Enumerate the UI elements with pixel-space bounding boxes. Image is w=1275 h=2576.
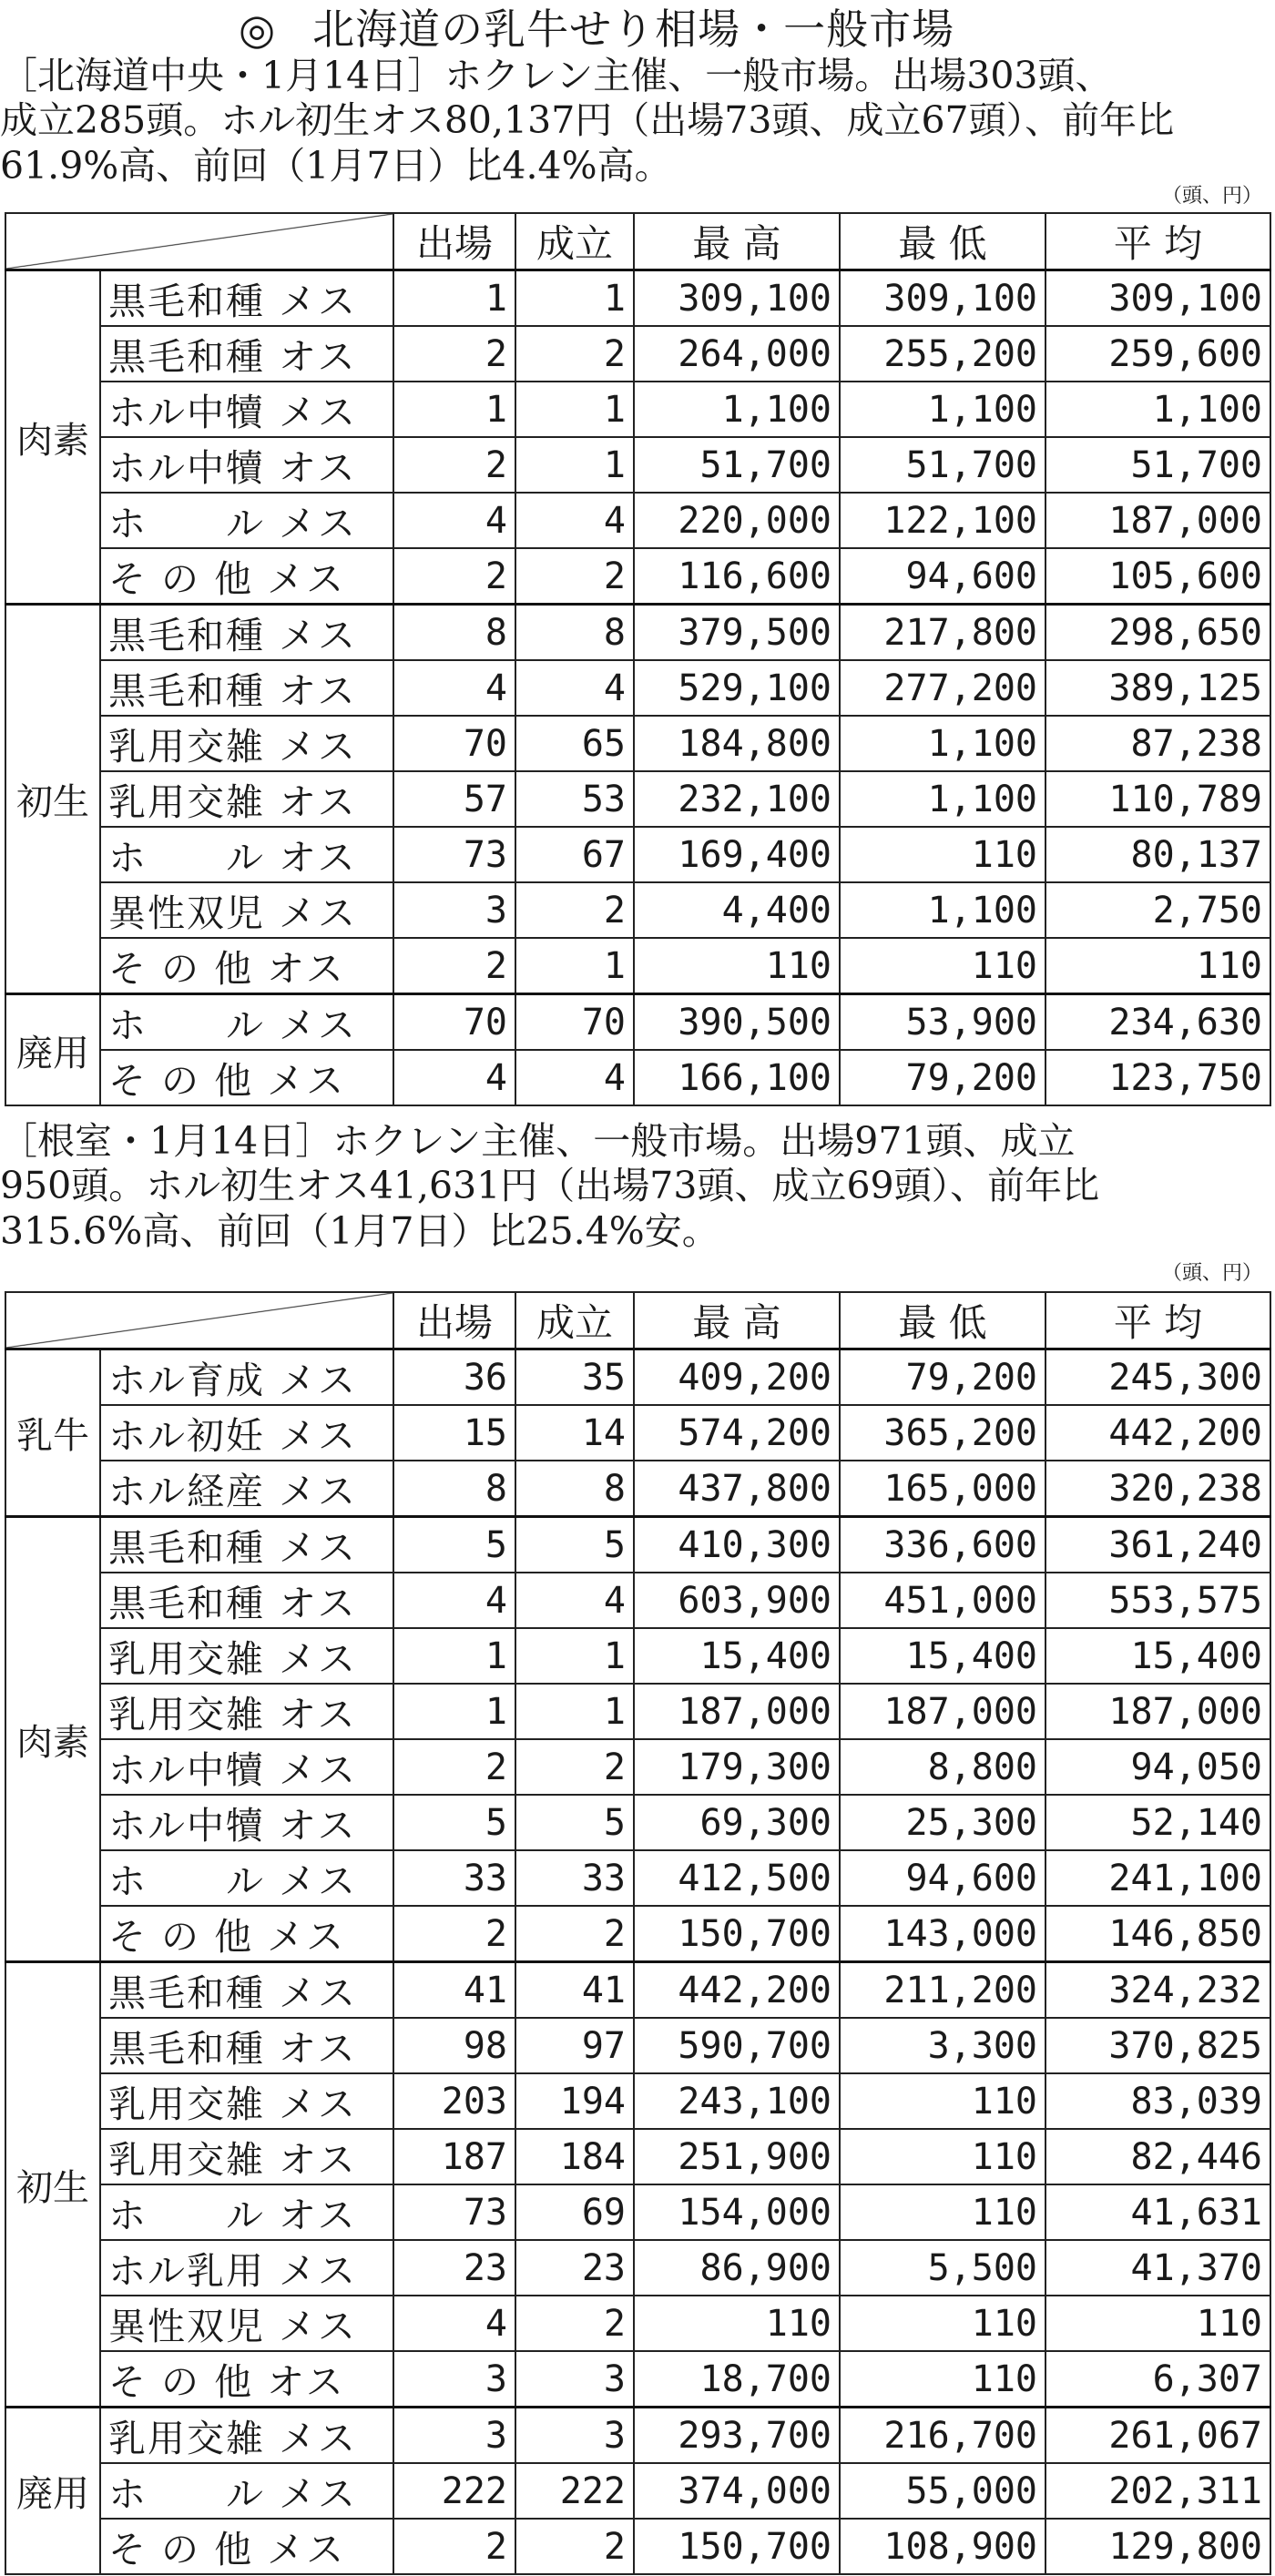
average-price-cell: 553,575 (1046, 1573, 1270, 1628)
sold-count-cell: 3 (515, 2351, 634, 2408)
sold-count-cell: 4 (515, 1573, 634, 1628)
group-label: 初生 (5, 1962, 100, 2408)
high-price-cell: 374,000 (634, 2463, 840, 2519)
cattle-type-cell: ホル中犢 オス (100, 1795, 393, 1850)
low-price-cell: 1,100 (840, 382, 1046, 437)
high-price-cell: 437,800 (634, 1461, 840, 1517)
sold-count-cell: 194 (515, 2073, 634, 2129)
cattle-type-cell: 異性双児 メス (100, 882, 393, 938)
table-row (5, 771, 1270, 827)
low-price-cell: 277,200 (840, 660, 1046, 716)
table-row (5, 1628, 1270, 1684)
header-sold: 成立 (515, 213, 634, 270)
table-row (5, 2018, 1270, 2073)
listed-count-cell: 2 (393, 1906, 515, 1962)
cattle-type-cell: 黒毛和種 オス (100, 326, 393, 382)
table-corner-cell (5, 1292, 393, 1349)
sold-count-cell: 2 (515, 1739, 634, 1795)
cattle-type-cell: ホ ル オス (100, 2184, 393, 2240)
high-price-cell: 264,000 (634, 326, 840, 382)
cattle-type-cell: そ の 他 オス (100, 938, 393, 994)
sold-count-cell: 1 (515, 382, 634, 437)
average-price-cell: 129,800 (1046, 2519, 1270, 2574)
average-price-cell: 15,400 (1046, 1628, 1270, 1684)
low-price-cell: 8,800 (840, 1739, 1046, 1795)
listed-count-cell: 4 (393, 660, 515, 716)
group-label: 初生 (5, 605, 100, 994)
average-price-cell: 187,000 (1046, 493, 1270, 548)
listed-count-cell: 73 (393, 2184, 515, 2240)
cattle-type-cell: そ の 他 オス (100, 2351, 393, 2408)
listed-count-cell: 23 (393, 2240, 515, 2296)
sold-count-cell: 4 (515, 660, 634, 716)
high-price-cell: 574,200 (634, 1405, 840, 1461)
average-price-cell: 389,125 (1046, 660, 1270, 716)
low-price-cell: 55,000 (840, 2463, 1046, 2519)
group-label: 肉素 (5, 270, 100, 605)
listed-count-cell: 3 (393, 882, 515, 938)
high-price-cell: 51,700 (634, 437, 840, 493)
high-price-cell: 110 (634, 938, 840, 994)
section-1-intro-line-2: 成立285頭。ホル初生オス80,137円（出場73頭、成立67頭）、前年比 (0, 98, 1175, 142)
cattle-type-cell: そ の 他 メス (100, 2519, 393, 2574)
table-header-row (5, 213, 1270, 270)
listed-count-cell: 5 (393, 1517, 515, 1573)
high-price-cell: 390,500 (634, 994, 840, 1051)
table-row (5, 326, 1270, 382)
listed-count-cell: 33 (393, 1850, 515, 1906)
table-row (5, 2073, 1270, 2129)
average-price-cell: 83,039 (1046, 2073, 1270, 2129)
high-price-cell: 442,200 (634, 1962, 840, 2019)
cattle-type-cell: 異性双児 メス (100, 2296, 393, 2351)
sold-count-cell: 5 (515, 1517, 634, 1573)
high-price-cell: 69,300 (634, 1795, 840, 1850)
table-row (5, 2184, 1270, 2240)
low-price-cell: 110 (840, 2073, 1046, 2129)
cattle-type-cell: ホル乳用 メス (100, 2240, 393, 2296)
high-price-cell: 110 (634, 2296, 840, 2351)
listed-count-cell: 57 (393, 771, 515, 827)
page-title (0, 5, 1275, 53)
listed-count-cell: 2 (393, 548, 515, 605)
table-row (5, 1684, 1270, 1739)
average-price-cell: 82,446 (1046, 2129, 1270, 2184)
high-price-cell: 220,000 (634, 493, 840, 548)
average-price-cell: 105,600 (1046, 548, 1270, 605)
low-price-cell: 1,100 (840, 716, 1046, 771)
header-high: 最 高 (634, 1292, 840, 1349)
low-price-cell: 110 (840, 2351, 1046, 2408)
low-price-cell: 110 (840, 938, 1046, 994)
low-price-cell: 336,600 (840, 1517, 1046, 1573)
low-price-cell: 309,100 (840, 270, 1046, 327)
average-price-cell: 51,700 (1046, 437, 1270, 493)
high-price-cell: 15,400 (634, 1628, 840, 1684)
cattle-type-cell: 黒毛和種 メス (100, 1962, 393, 2019)
high-price-cell: 4,400 (634, 882, 840, 938)
listed-count-cell: 70 (393, 716, 515, 771)
cattle-type-cell: そ の 他 メス (100, 1906, 393, 1962)
average-price-cell: 320,238 (1046, 1461, 1270, 1517)
high-price-cell: 179,300 (634, 1739, 840, 1795)
listed-count-cell: 98 (393, 2018, 515, 2073)
average-price-cell: 309,100 (1046, 270, 1270, 327)
low-price-cell: 15,400 (840, 1628, 1046, 1684)
average-price-cell: 361,240 (1046, 1517, 1270, 1573)
listed-count-cell: 1 (393, 382, 515, 437)
cattle-type-cell: 黒毛和種 オス (100, 660, 393, 716)
cattle-type-cell: そ の 他 メス (100, 548, 393, 605)
sold-count-cell: 184 (515, 2129, 634, 2184)
low-price-cell: 1,100 (840, 882, 1046, 938)
cattle-type-cell: ホル中犢 オス (100, 437, 393, 493)
header-low: 最 低 (840, 1292, 1046, 1349)
table-row (5, 548, 1270, 605)
header-listed: 出場 (393, 213, 515, 270)
sold-count-cell: 2 (515, 326, 634, 382)
table-row (5, 660, 1270, 716)
section-2-price-table (5, 1291, 1271, 2575)
high-price-cell: 379,500 (634, 605, 840, 661)
section-2-intro-line-3: 315.6%高、前回（1月7日）比25.4%安。 (0, 1209, 719, 1253)
listed-count-cell: 4 (393, 493, 515, 548)
sold-count-cell: 1 (515, 437, 634, 493)
sold-count-cell: 2 (515, 2296, 634, 2351)
table-corner-cell (5, 213, 393, 270)
table-row (5, 1962, 1270, 2019)
low-price-cell: 143,000 (840, 1906, 1046, 1962)
cattle-type-cell: 乳用交雑 オス (100, 1684, 393, 1739)
sold-count-cell: 8 (515, 1461, 634, 1517)
table-row (5, 716, 1270, 771)
high-price-cell: 243,100 (634, 2073, 840, 2129)
low-price-cell: 3,300 (840, 2018, 1046, 2073)
cattle-type-cell: 乳用交雑 メス (100, 2073, 393, 2129)
average-price-cell: 187,000 (1046, 1684, 1270, 1739)
listed-count-cell: 2 (393, 938, 515, 994)
listed-count-cell: 8 (393, 1461, 515, 1517)
low-price-cell: 110 (840, 2296, 1046, 2351)
low-price-cell: 165,000 (840, 1461, 1046, 1517)
high-price-cell: 166,100 (634, 1050, 840, 1105)
low-price-cell: 108,900 (840, 2519, 1046, 2574)
section-2-unit-note: （頭、円） (1161, 1262, 1262, 1285)
table-row (5, 493, 1270, 548)
high-price-cell: 410,300 (634, 1517, 840, 1573)
sold-count-cell: 70 (515, 994, 634, 1051)
section-1-unit-note: （頭、円） (1161, 185, 1262, 208)
cattle-type-cell: ホ ル メス (100, 994, 393, 1051)
table-row (5, 2351, 1270, 2408)
average-price-cell: 324,232 (1046, 1962, 1270, 2019)
sold-count-cell: 2 (515, 2519, 634, 2574)
listed-count-cell: 2 (393, 2519, 515, 2574)
group-label: 廃用 (5, 2408, 100, 2575)
high-price-cell: 187,000 (634, 1684, 840, 1739)
header-low: 最 低 (840, 213, 1046, 270)
average-price-cell: 110 (1046, 938, 1270, 994)
low-price-cell: 110 (840, 2129, 1046, 2184)
listed-count-cell: 73 (393, 827, 515, 882)
low-price-cell: 94,600 (840, 1850, 1046, 1906)
average-price-cell: 123,750 (1046, 1050, 1270, 1105)
table-row (5, 1739, 1270, 1795)
cattle-type-cell: ホ ル オス (100, 827, 393, 882)
table-row (5, 437, 1270, 493)
average-price-cell: 442,200 (1046, 1405, 1270, 1461)
listed-count-cell: 4 (393, 1050, 515, 1105)
cattle-type-cell: 黒毛和種 オス (100, 2018, 393, 2073)
table-row (5, 1405, 1270, 1461)
sold-count-cell: 3 (515, 2408, 634, 2464)
cattle-type-cell: ホ ル メス (100, 493, 393, 548)
table-row (5, 2463, 1270, 2519)
high-price-cell: 412,500 (634, 1850, 840, 1906)
average-price-cell: 110 (1046, 2296, 1270, 2351)
average-price-cell: 80,137 (1046, 827, 1270, 882)
sold-count-cell: 14 (515, 1405, 634, 1461)
table-row (5, 994, 1270, 1051)
low-price-cell: 5,500 (840, 2240, 1046, 2296)
listed-count-cell: 1 (393, 1628, 515, 1684)
section-2-intro-line-1: ［根室・1月14日］ホクレン主催、一般市場。出場971頭、成立 (0, 1119, 1076, 1163)
high-price-cell: 116,600 (634, 548, 840, 605)
cattle-type-cell: そ の 他 メス (100, 1050, 393, 1105)
listed-count-cell: 3 (393, 2351, 515, 2408)
cattle-type-cell: ホル中犢 メス (100, 1739, 393, 1795)
low-price-cell: 79,200 (840, 1349, 1046, 1406)
table-row (5, 827, 1270, 882)
listed-count-cell: 1 (393, 270, 515, 327)
high-price-cell: 184,800 (634, 716, 840, 771)
table-row (5, 1906, 1270, 1962)
sold-count-cell: 2 (515, 882, 634, 938)
sold-count-cell: 69 (515, 2184, 634, 2240)
low-price-cell: 122,100 (840, 493, 1046, 548)
table-row (5, 1573, 1270, 1628)
average-price-cell: 245,300 (1046, 1349, 1270, 1406)
low-price-cell: 110 (840, 2184, 1046, 2240)
listed-count-cell: 2 (393, 437, 515, 493)
cattle-type-cell: ホ ル メス (100, 2463, 393, 2519)
average-price-cell: 2,750 (1046, 882, 1270, 938)
high-price-cell: 309,100 (634, 270, 840, 327)
section-1-price-table (5, 212, 1271, 1106)
listed-count-cell: 41 (393, 1962, 515, 2019)
cattle-type-cell: ホル育成 メス (100, 1349, 393, 1406)
table-row (5, 1517, 1270, 1573)
listed-count-cell: 36 (393, 1349, 515, 1406)
low-price-cell: 94,600 (840, 548, 1046, 605)
high-price-cell: 1,100 (634, 382, 840, 437)
listed-count-cell: 2 (393, 326, 515, 382)
high-price-cell: 18,700 (634, 2351, 840, 2408)
sold-count-cell: 2 (515, 548, 634, 605)
listed-count-cell: 70 (393, 994, 515, 1051)
low-price-cell: 110 (840, 827, 1046, 882)
low-price-cell: 51,700 (840, 437, 1046, 493)
cattle-type-cell: ホル初妊 メス (100, 1405, 393, 1461)
low-price-cell: 53,900 (840, 994, 1046, 1051)
average-price-cell: 87,238 (1046, 716, 1270, 771)
sold-count-cell: 41 (515, 1962, 634, 2019)
average-price-cell: 52,140 (1046, 1795, 1270, 1850)
cattle-type-cell: ホル経産 メス (100, 1461, 393, 1517)
table-row (5, 1850, 1270, 1906)
sold-count-cell: 4 (515, 1050, 634, 1105)
cattle-type-cell: 乳用交雑 メス (100, 2408, 393, 2464)
high-price-cell: 603,900 (634, 1573, 840, 1628)
average-price-cell: 6,307 (1046, 2351, 1270, 2408)
listed-count-cell: 1 (393, 1684, 515, 1739)
sold-count-cell: 8 (515, 605, 634, 661)
sold-count-cell: 222 (515, 2463, 634, 2519)
high-price-cell: 232,100 (634, 771, 840, 827)
section-2-table-body (5, 1292, 1270, 2574)
cattle-type-cell: 乳用交雑 オス (100, 771, 393, 827)
high-price-cell: 150,700 (634, 1906, 840, 1962)
sold-count-cell: 53 (515, 771, 634, 827)
low-price-cell: 211,200 (840, 1962, 1046, 2019)
high-price-cell: 251,900 (634, 2129, 840, 2184)
average-price-cell: 261,067 (1046, 2408, 1270, 2464)
header-listed: 出場 (393, 1292, 515, 1349)
high-price-cell: 154,000 (634, 2184, 840, 2240)
sold-count-cell: 5 (515, 1795, 634, 1850)
group-label: 廃用 (5, 994, 100, 1106)
sold-count-cell: 23 (515, 2240, 634, 2296)
table-row (5, 1349, 1270, 1406)
table-row (5, 1795, 1270, 1850)
average-price-cell: 41,370 (1046, 2240, 1270, 2296)
header-average: 平 均 (1046, 1292, 1270, 1349)
sold-count-cell: 1 (515, 1628, 634, 1684)
table-row (5, 2296, 1270, 2351)
listed-count-cell: 3 (393, 2408, 515, 2464)
low-price-cell: 1,100 (840, 771, 1046, 827)
high-price-cell: 590,700 (634, 2018, 840, 2073)
table-row (5, 1050, 1270, 1105)
sold-count-cell: 65 (515, 716, 634, 771)
average-price-cell: 241,100 (1046, 1850, 1270, 1906)
low-price-cell: 187,000 (840, 1684, 1046, 1739)
average-price-cell: 298,650 (1046, 605, 1270, 661)
cattle-type-cell: 黒毛和種 オス (100, 1573, 393, 1628)
sold-count-cell: 2 (515, 1906, 634, 1962)
low-price-cell: 365,200 (840, 1405, 1046, 1461)
average-price-cell: 110,789 (1046, 771, 1270, 827)
table-row (5, 382, 1270, 437)
table-row (5, 2240, 1270, 2296)
listed-count-cell: 4 (393, 2296, 515, 2351)
listed-count-cell: 4 (393, 1573, 515, 1628)
average-price-cell: 146,850 (1046, 1906, 1270, 1962)
header-sold: 成立 (515, 1292, 634, 1349)
sold-count-cell: 67 (515, 827, 634, 882)
low-price-cell: 25,300 (840, 1795, 1046, 1850)
listed-count-cell: 8 (393, 605, 515, 661)
high-price-cell: 150,700 (634, 2519, 840, 2574)
low-price-cell: 451,000 (840, 1573, 1046, 1628)
high-price-cell: 86,900 (634, 2240, 840, 2296)
listed-count-cell: 15 (393, 1405, 515, 1461)
high-price-cell: 529,100 (634, 660, 840, 716)
table-row (5, 270, 1270, 327)
table-row (5, 882, 1270, 938)
average-price-cell: 41,631 (1046, 2184, 1270, 2240)
average-price-cell: 259,600 (1046, 326, 1270, 382)
sold-count-cell: 35 (515, 1349, 634, 1406)
low-price-cell: 79,200 (840, 1050, 1046, 1105)
listed-count-cell: 187 (393, 2129, 515, 2184)
section-1-table-body (5, 213, 1270, 1105)
cattle-type-cell: 乳用交雑 メス (100, 1628, 393, 1684)
cattle-type-cell: 黒毛和種 メス (100, 1517, 393, 1573)
group-label: 乳牛 (5, 1349, 100, 1517)
title-symbol: ◎ (239, 5, 277, 54)
cattle-type-cell: ホ ル メス (100, 1850, 393, 1906)
listed-count-cell: 203 (393, 2073, 515, 2129)
average-price-cell: 1,100 (1046, 382, 1270, 437)
header-high: 最 高 (634, 213, 840, 270)
low-price-cell: 217,800 (840, 605, 1046, 661)
cattle-type-cell: 乳用交雑 オス (100, 2129, 393, 2184)
listed-count-cell: 5 (393, 1795, 515, 1850)
table-row (5, 1461, 1270, 1517)
listed-count-cell: 2 (393, 1739, 515, 1795)
sold-count-cell: 1 (515, 1684, 634, 1739)
high-price-cell: 409,200 (634, 1349, 840, 1406)
table-row (5, 2519, 1270, 2574)
section-1-intro-line-3: 61.9%高、前回（1月7日）比4.4%高。 (0, 144, 672, 188)
high-price-cell: 293,700 (634, 2408, 840, 2464)
average-price-cell: 202,311 (1046, 2463, 1270, 2519)
table-row (5, 938, 1270, 994)
header-average: 平 均 (1046, 213, 1270, 270)
table-row (5, 2129, 1270, 2184)
sold-count-cell: 33 (515, 1850, 634, 1906)
sold-count-cell: 1 (515, 938, 634, 994)
sold-count-cell: 1 (515, 270, 634, 327)
average-price-cell: 234,630 (1046, 994, 1270, 1051)
section-1-intro-line-1: ［北海道中央・1月14日］ホクレン主催、一般市場。出場303頭、 (0, 54, 1113, 97)
average-price-cell: 94,050 (1046, 1739, 1270, 1795)
cattle-type-cell: 乳用交雑 メス (100, 716, 393, 771)
group-label: 肉素 (5, 1517, 100, 1962)
high-price-cell: 169,400 (634, 827, 840, 882)
cattle-type-cell: 黒毛和種 メス (100, 270, 393, 327)
low-price-cell: 216,700 (840, 2408, 1046, 2464)
sold-count-cell: 97 (515, 2018, 634, 2073)
section-2-intro-line-2: 950頭。ホル初生オス41,631円（出場73頭、成立69頭）、前年比 (0, 1164, 1100, 1207)
title-text: 北海道の乳牛せり相場・一般市場 (312, 5, 955, 54)
listed-count-cell: 222 (393, 2463, 515, 2519)
cattle-type-cell: ホル中犢 メス (100, 382, 393, 437)
table-row (5, 2408, 1270, 2464)
table-row (5, 605, 1270, 661)
sold-count-cell: 4 (515, 493, 634, 548)
average-price-cell: 370,825 (1046, 2018, 1270, 2073)
low-price-cell: 255,200 (840, 326, 1046, 382)
table-header-row (5, 1292, 1270, 1349)
cattle-type-cell: 黒毛和種 メス (100, 605, 393, 661)
